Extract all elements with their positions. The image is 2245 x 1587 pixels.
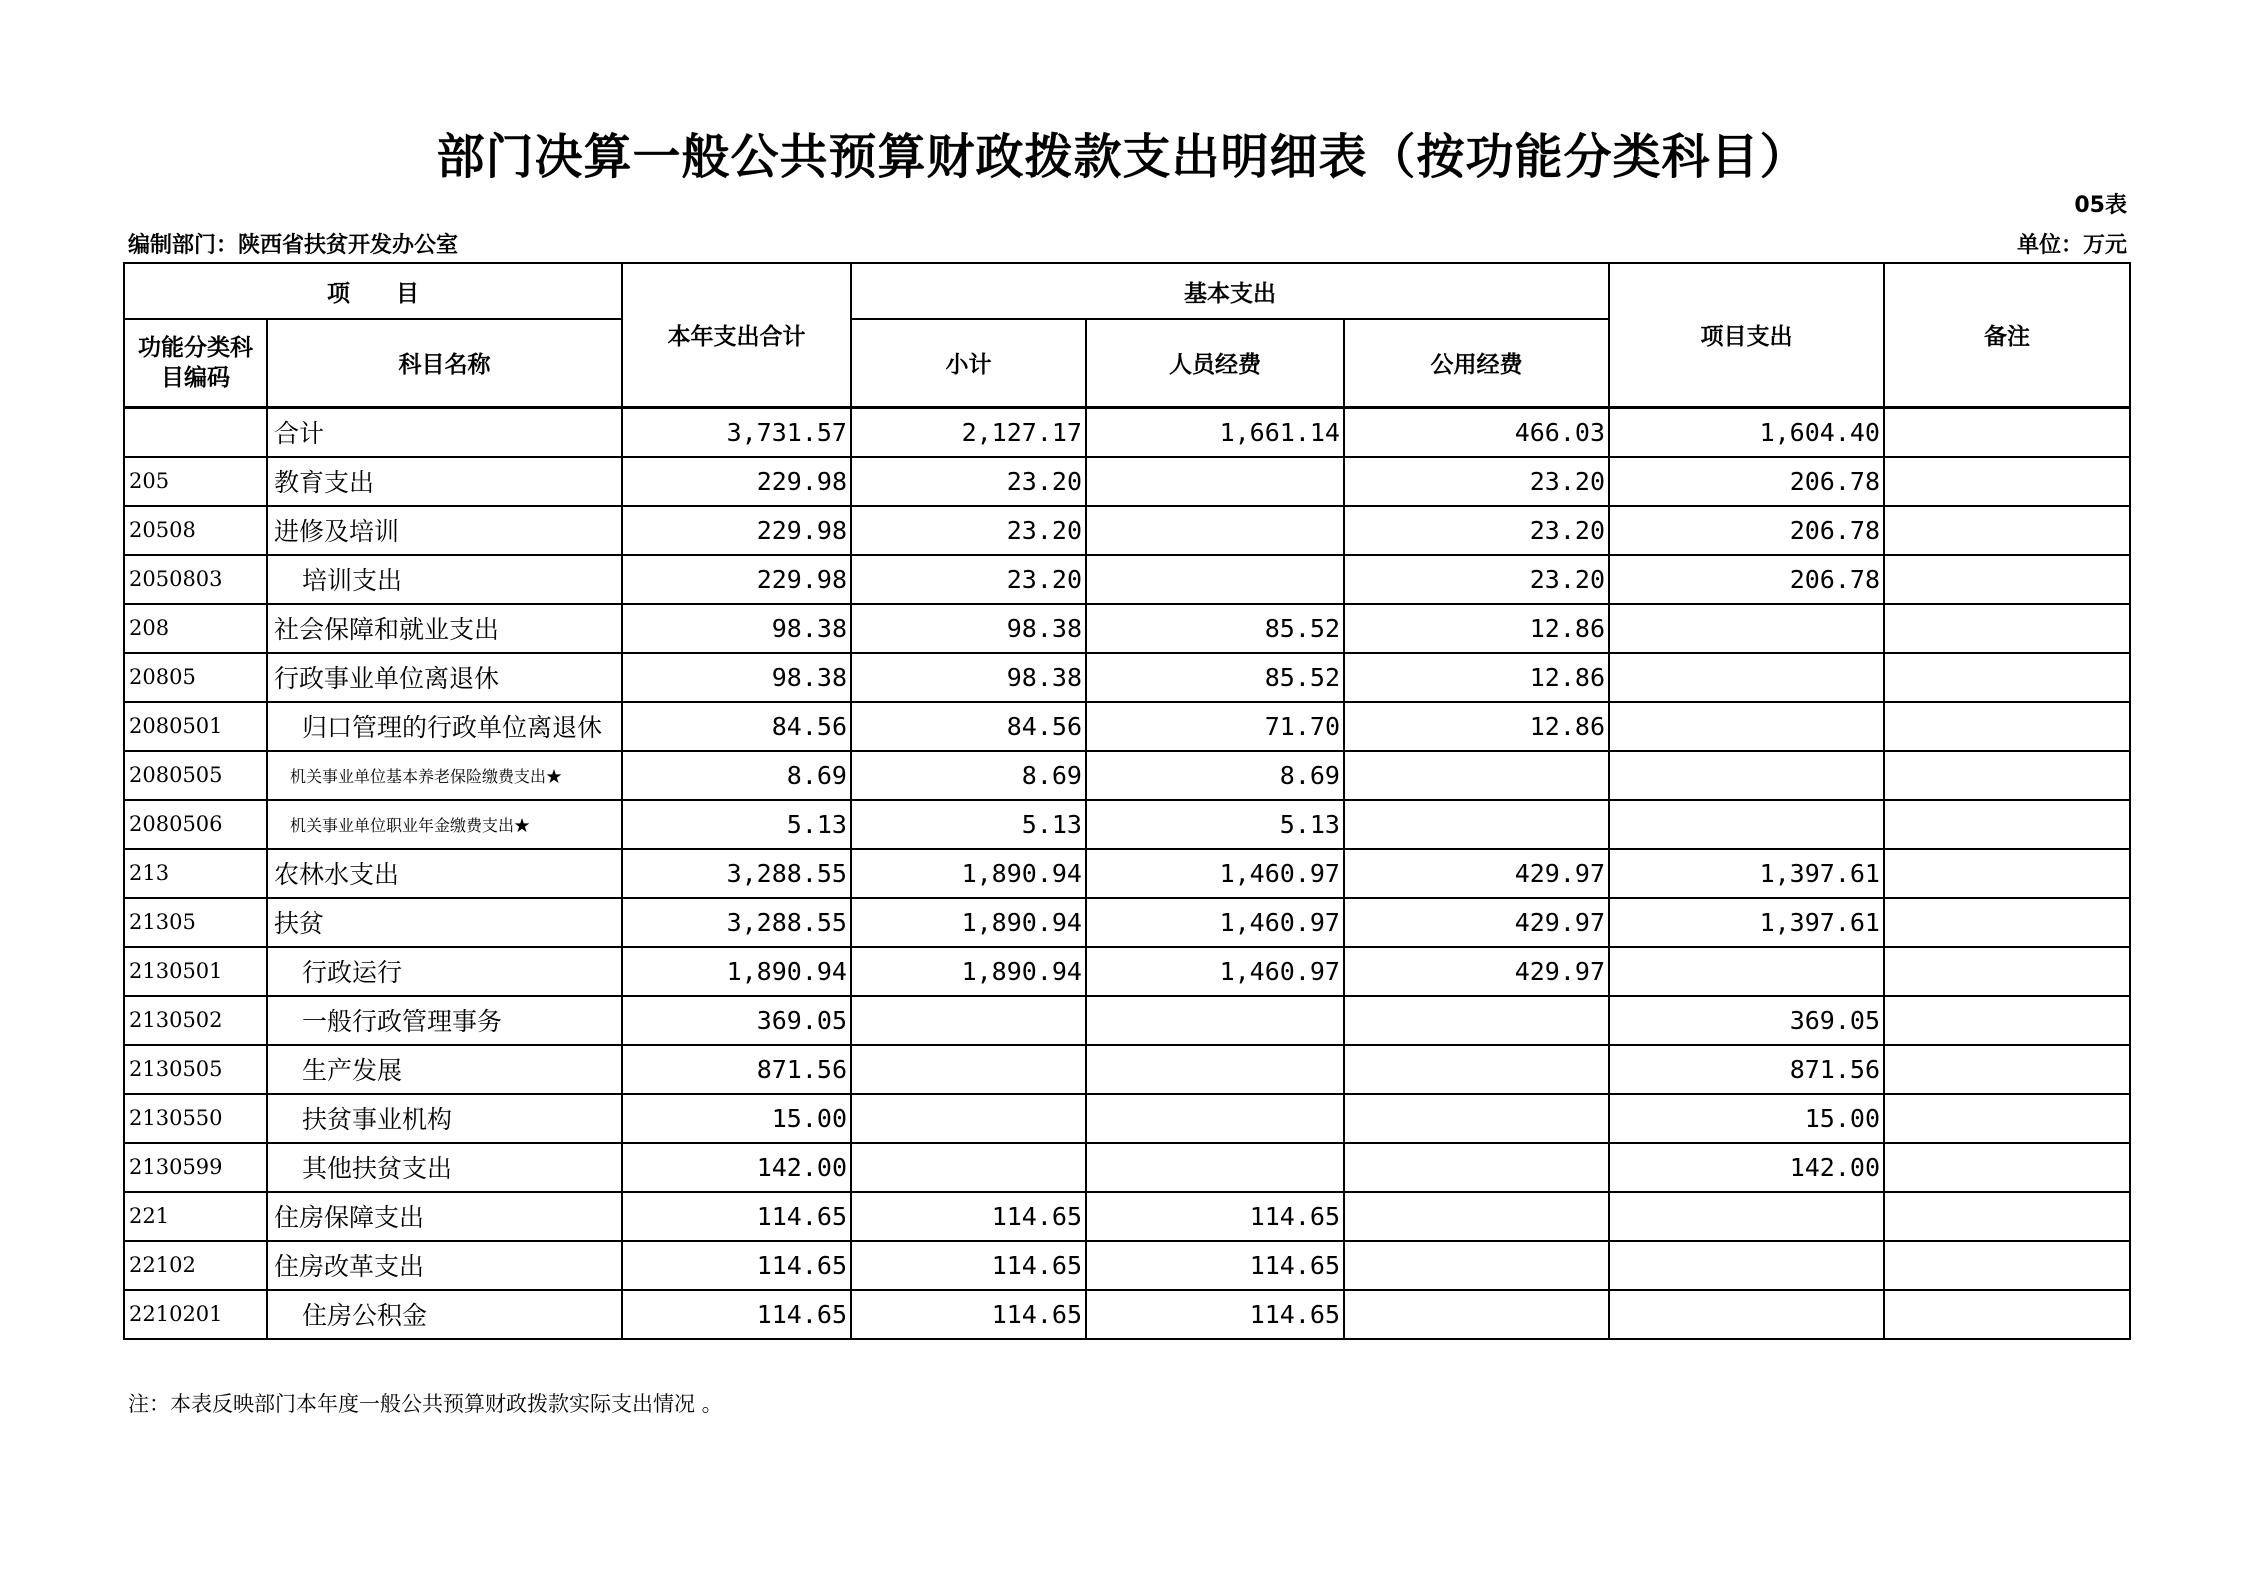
row-total: 84.56	[622, 702, 851, 751]
row-name: 社会保障和就业支出	[267, 604, 622, 653]
row-subtotal	[851, 1045, 1086, 1094]
row-public	[1344, 751, 1609, 800]
row-remark	[1884, 506, 2130, 555]
row-project: 369.05	[1609, 996, 1884, 1045]
row-project: 1,397.61	[1609, 849, 1884, 898]
row-public: 12.86	[1344, 604, 1609, 653]
table-row	[124, 1094, 2130, 1143]
row-code: 2210201	[124, 1290, 267, 1339]
row-name: 生产发展	[267, 1045, 622, 1094]
row-public: 429.97	[1344, 898, 1609, 947]
row-total: 114.65	[622, 1192, 851, 1241]
table-row	[124, 653, 2130, 702]
row-project: 1,604.40	[1609, 407, 1884, 457]
row-code: 20805	[124, 653, 267, 702]
row-code: 2050803	[124, 555, 267, 604]
row-project: 15.00	[1609, 1094, 1884, 1143]
row-total: 229.98	[622, 457, 851, 506]
row-remark	[1884, 996, 2130, 1045]
row-subtotal: 1,890.94	[851, 947, 1086, 996]
table-row	[124, 1045, 2130, 1094]
table-row	[124, 407, 2130, 457]
row-public: 12.86	[1344, 653, 1609, 702]
row-total: 369.05	[622, 996, 851, 1045]
row-remark	[1884, 407, 2130, 457]
row-total: 1,890.94	[622, 947, 851, 996]
row-code: 2130550	[124, 1094, 267, 1143]
row-personnel	[1086, 1094, 1344, 1143]
row-subtotal	[851, 1094, 1086, 1143]
row-subtotal: 8.69	[851, 751, 1086, 800]
expenditure-table	[123, 262, 2131, 1340]
row-name: 合计	[267, 407, 622, 457]
row-public: 23.20	[1344, 457, 1609, 506]
row-name: 一般行政管理事务	[267, 996, 622, 1045]
row-remark	[1884, 653, 2130, 702]
row-public	[1344, 800, 1609, 849]
row-subtotal: 5.13	[851, 800, 1086, 849]
row-name: 机关事业单位基本养老保险缴费支出★	[267, 751, 622, 800]
row-remark	[1884, 1241, 2130, 1290]
row-remark	[1884, 849, 2130, 898]
row-public	[1344, 1192, 1609, 1241]
row-code: 20508	[124, 506, 267, 555]
row-code: 2130501	[124, 947, 267, 996]
header-subtotal: 小计	[851, 319, 1086, 407]
row-total: 3,288.55	[622, 898, 851, 947]
row-personnel	[1086, 506, 1344, 555]
page-title: 部门决算一般公共预算财政拨款支出明细表（按功能分类科目）	[436, 129, 1809, 185]
header-personnel: 人员经费	[1086, 319, 1344, 407]
row-total: 98.38	[622, 604, 851, 653]
row-public: 23.20	[1344, 555, 1609, 604]
row-remark	[1884, 947, 2130, 996]
row-code: 2130505	[124, 1045, 267, 1094]
row-public: 429.97	[1344, 947, 1609, 996]
row-public: 23.20	[1344, 506, 1609, 555]
row-public	[1344, 1290, 1609, 1339]
header-basic: 基本支出	[851, 263, 1609, 319]
header-remark: 备注	[1884, 263, 2130, 407]
table-row	[124, 1290, 2130, 1339]
row-name: 住房公积金	[267, 1290, 622, 1339]
row-name: 教育支出	[267, 457, 622, 506]
row-name: 住房改革支出	[267, 1241, 622, 1290]
row-subtotal: 114.65	[851, 1290, 1086, 1339]
row-name: 机关事业单位职业年金缴费支出★	[267, 800, 622, 849]
row-personnel: 85.52	[1086, 653, 1344, 702]
row-project	[1609, 751, 1884, 800]
row-total: 5.13	[622, 800, 851, 849]
row-code: 22102	[124, 1241, 267, 1290]
row-subtotal: 98.38	[851, 604, 1086, 653]
row-code: 2130599	[124, 1143, 267, 1192]
row-code: 221	[124, 1192, 267, 1241]
row-name: 培训支出	[267, 555, 622, 604]
row-personnel: 71.70	[1086, 702, 1344, 751]
row-total: 229.98	[622, 555, 851, 604]
row-personnel	[1086, 1045, 1344, 1094]
row-personnel: 5.13	[1086, 800, 1344, 849]
row-subtotal: 23.20	[851, 555, 1086, 604]
header-item: 项 目	[124, 263, 622, 319]
row-personnel: 114.65	[1086, 1192, 1344, 1241]
row-remark	[1884, 1045, 2130, 1094]
table-row	[124, 555, 2130, 604]
row-project: 206.78	[1609, 555, 1884, 604]
row-subtotal: 114.65	[851, 1192, 1086, 1241]
table-row	[124, 751, 2130, 800]
row-subtotal: 1,890.94	[851, 849, 1086, 898]
department-label: 编制部门：陕西省扶贫开发办公室	[128, 233, 459, 258]
row-name: 行政运行	[267, 947, 622, 996]
row-subtotal: 23.20	[851, 457, 1086, 506]
table-row	[124, 1143, 2130, 1192]
row-public	[1344, 996, 1609, 1045]
row-project	[1609, 947, 1884, 996]
row-personnel	[1086, 457, 1344, 506]
row-code: 2080505	[124, 751, 267, 800]
row-public: 466.03	[1344, 407, 1609, 457]
row-remark	[1884, 1290, 2130, 1339]
row-public: 429.97	[1344, 849, 1609, 898]
header-code: 功能分类科目编码	[124, 319, 267, 407]
row-project	[1609, 702, 1884, 751]
row-subtotal	[851, 1143, 1086, 1192]
table-row	[124, 1192, 2130, 1241]
header-name: 科目名称	[267, 319, 622, 407]
row-project	[1609, 653, 1884, 702]
row-remark	[1884, 457, 2130, 506]
row-project: 142.00	[1609, 1143, 1884, 1192]
unit-label: 单位：万元	[2016, 233, 2127, 258]
table-row	[124, 506, 2130, 555]
table-row	[124, 849, 2130, 898]
row-project: 1,397.61	[1609, 898, 1884, 947]
row-public	[1344, 1045, 1609, 1094]
row-code: 205	[124, 457, 267, 506]
table-row	[124, 947, 2130, 996]
row-subtotal: 2,127.17	[851, 407, 1086, 457]
table-body	[124, 407, 2130, 1339]
row-project	[1609, 1192, 1884, 1241]
row-personnel	[1086, 555, 1344, 604]
row-subtotal: 84.56	[851, 702, 1086, 751]
row-name: 进修及培训	[267, 506, 622, 555]
row-code: 213	[124, 849, 267, 898]
row-remark	[1884, 1094, 2130, 1143]
table-row	[124, 898, 2130, 947]
row-name: 归口管理的行政单位离退休	[267, 702, 622, 751]
row-remark	[1884, 702, 2130, 751]
row-project	[1609, 1290, 1884, 1339]
row-name: 行政事业单位离退休	[267, 653, 622, 702]
row-personnel: 85.52	[1086, 604, 1344, 653]
row-total: 3,288.55	[622, 849, 851, 898]
footnote: 注：本表反映部门本年度一般公共预算财政拨款实际支出情况 。	[128, 1392, 723, 1416]
row-total: 114.65	[622, 1290, 851, 1339]
row-personnel	[1086, 996, 1344, 1045]
row-code: 2080506	[124, 800, 267, 849]
row-subtotal: 98.38	[851, 653, 1086, 702]
row-remark	[1884, 751, 2130, 800]
row-remark	[1884, 1192, 2130, 1241]
row-total: 98.38	[622, 653, 851, 702]
row-public: 12.86	[1344, 702, 1609, 751]
table-row	[124, 800, 2130, 849]
row-personnel: 1,460.97	[1086, 898, 1344, 947]
row-personnel: 114.65	[1086, 1290, 1344, 1339]
row-project: 206.78	[1609, 506, 1884, 555]
row-total: 3,731.57	[622, 407, 851, 457]
table-row	[124, 457, 2130, 506]
row-personnel: 1,661.14	[1086, 407, 1344, 457]
row-total: 871.56	[622, 1045, 851, 1094]
row-remark	[1884, 604, 2130, 653]
row-project: 871.56	[1609, 1045, 1884, 1094]
row-total: 8.69	[622, 751, 851, 800]
row-remark	[1884, 898, 2130, 947]
table-row	[124, 702, 2130, 751]
row-public	[1344, 1241, 1609, 1290]
row-project	[1609, 1241, 1884, 1290]
row-personnel: 1,460.97	[1086, 849, 1344, 898]
row-name: 扶贫	[267, 898, 622, 947]
row-personnel	[1086, 1143, 1344, 1192]
row-subtotal: 23.20	[851, 506, 1086, 555]
row-name: 扶贫事业机构	[267, 1094, 622, 1143]
row-code	[124, 407, 267, 457]
row-name: 住房保障支出	[267, 1192, 622, 1241]
row-total: 142.00	[622, 1143, 851, 1192]
row-subtotal	[851, 996, 1086, 1045]
row-project	[1609, 604, 1884, 653]
row-code: 2130502	[124, 996, 267, 1045]
table-number: 05表	[2074, 193, 2127, 218]
row-total: 15.00	[622, 1094, 851, 1143]
row-personnel: 8.69	[1086, 751, 1344, 800]
row-project	[1609, 800, 1884, 849]
table-row	[124, 604, 2130, 653]
row-code: 2080501	[124, 702, 267, 751]
table-row	[124, 996, 2130, 1045]
row-code: 208	[124, 604, 267, 653]
row-remark	[1884, 1143, 2130, 1192]
row-personnel: 1,460.97	[1086, 947, 1344, 996]
row-remark	[1884, 555, 2130, 604]
row-code: 21305	[124, 898, 267, 947]
row-public	[1344, 1094, 1609, 1143]
table-row	[124, 1241, 2130, 1290]
row-subtotal: 114.65	[851, 1241, 1086, 1290]
row-name: 其他扶贫支出	[267, 1143, 622, 1192]
header-public: 公用经费	[1344, 319, 1609, 407]
header-total: 本年支出合计	[622, 263, 851, 407]
row-public	[1344, 1143, 1609, 1192]
row-name: 农林水支出	[267, 849, 622, 898]
row-total: 229.98	[622, 506, 851, 555]
row-total: 114.65	[622, 1241, 851, 1290]
header-project: 项目支出	[1609, 263, 1884, 407]
row-subtotal: 1,890.94	[851, 898, 1086, 947]
row-remark	[1884, 800, 2130, 849]
row-personnel: 114.65	[1086, 1241, 1344, 1290]
row-project: 206.78	[1609, 457, 1884, 506]
